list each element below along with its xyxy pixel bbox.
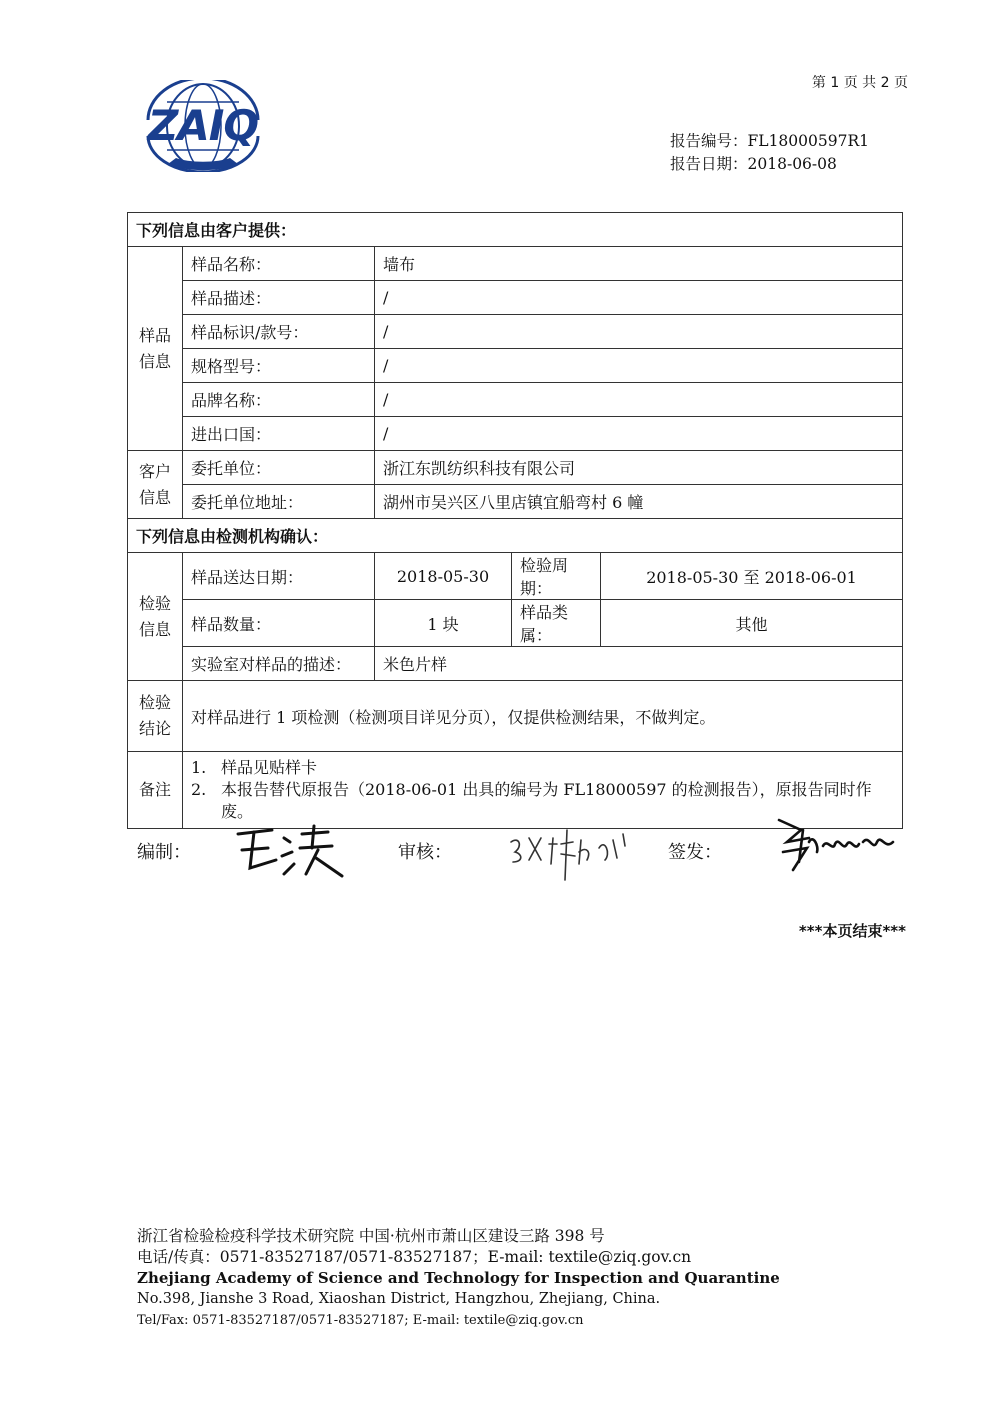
- sample-name-label: 样品名称：: [183, 247, 375, 281]
- reviewed-label: 审核：: [398, 842, 452, 863]
- footer-contact-cn: 电话/传真：0571-83527187/0571-83527187；E-mail: textile@ziq.gov.cn: [137, 1248, 692, 1266]
- received-date-value: 2018-05-30: [375, 553, 512, 600]
- conclusion-text: 对样品进行 1 项检测（检测项目详见分页），仅提供检测结果，不做判定。: [183, 681, 903, 752]
- quantity-value: 1 块: [375, 600, 512, 647]
- lab-section-header: 下列信息由检测机构确认：: [128, 519, 903, 553]
- sample-desc-label: 样品描述：: [183, 281, 375, 315]
- category-value: 其他: [601, 600, 903, 647]
- sample-group-label: 样品 信息: [128, 247, 183, 451]
- prepared-label: 编制：: [137, 842, 191, 863]
- footer-address-en: No.398, Jianshe 3 Road, Xiaoshan District, Hangzhou, Zhejiang, China.: [137, 1291, 661, 1307]
- logo-text: ZAIQ: [147, 101, 259, 150]
- quantity-label: 样品数量：: [183, 600, 375, 647]
- report-number: 报告编号：FL18000597R1: [670, 132, 869, 150]
- footer-institution-en: Zhejiang Academy of Science and Technology for Inspection and Quarantine: [137, 1269, 780, 1287]
- reviewed-signature: [507, 824, 637, 884]
- lab-desc-label: 实验室对样品的描述：: [183, 647, 375, 681]
- inspection-group-label: 检验 信息: [128, 553, 183, 681]
- remark-item: 1. 样品见贴样卡: [191, 758, 318, 777]
- category-label: 样品类属：: [512, 600, 601, 647]
- remark-item: 2. 本报告替代原报告（2018-06-01 出具的编号为 FL18000597 的检测报告），原报告同时作废。: [191, 780, 872, 821]
- report-date: 报告日期：2018-06-08: [670, 155, 837, 173]
- spec-model-label: 规格型号：: [183, 349, 375, 383]
- client-address-value: 湖州市吴兴区八里店镇宜船弯村 6 幢: [375, 485, 903, 519]
- lab-desc-value: 米色片样: [375, 647, 903, 681]
- client-unit-label: 委托单位：: [183, 451, 375, 485]
- sample-id-value: /: [375, 315, 903, 349]
- end-of-page-mark: ***本页结束***: [798, 922, 906, 940]
- report-table: [127, 212, 903, 829]
- import-export-label: 进出口国：: [183, 417, 375, 451]
- issued-label: 签发：: [668, 842, 722, 863]
- client-address-label: 委托单位地址：: [183, 485, 375, 519]
- period-label: 检验周期：: [512, 553, 601, 600]
- signature-row: [137, 826, 897, 890]
- sample-id-label: 样品标识/款号：: [183, 315, 375, 349]
- conclusion-group-label: 检验 结论: [128, 681, 183, 752]
- footer-address-cn: 浙江省检验检疫科学技术研究院 中国·杭州市萧山区建设三路 398 号: [137, 1227, 605, 1245]
- remarks-group-label: 备注: [128, 752, 183, 829]
- issued-signature: [773, 812, 901, 882]
- brand-name-value: /: [375, 383, 903, 417]
- brand-name-label: 品牌名称：: [183, 383, 375, 417]
- period-value: 2018-05-30 至 2018-06-01: [601, 553, 903, 600]
- sample-desc-value: /: [375, 281, 903, 315]
- prepared-signature: [232, 820, 352, 884]
- client-section-header: 下列信息由客户提供：: [128, 213, 903, 247]
- page-number: 第 1 页 共 2 页: [811, 75, 908, 91]
- footer: [137, 1226, 780, 1331]
- received-date-label: 样品送达日期：: [183, 553, 375, 600]
- spec-model-value: /: [375, 349, 903, 383]
- ziaq-logo: [118, 80, 288, 172]
- footer-contact-en: Tel/Fax: 0571-83527187/0571-83527187; E-mail: textile@ziq.gov.cn: [137, 1313, 584, 1328]
- customer-group-label: 客户 信息: [128, 451, 183, 519]
- client-unit-value: 浙江东凯纺织科技有限公司: [375, 451, 903, 485]
- import-export-value: /: [375, 417, 903, 451]
- sample-name-value: 墙布: [375, 247, 903, 281]
